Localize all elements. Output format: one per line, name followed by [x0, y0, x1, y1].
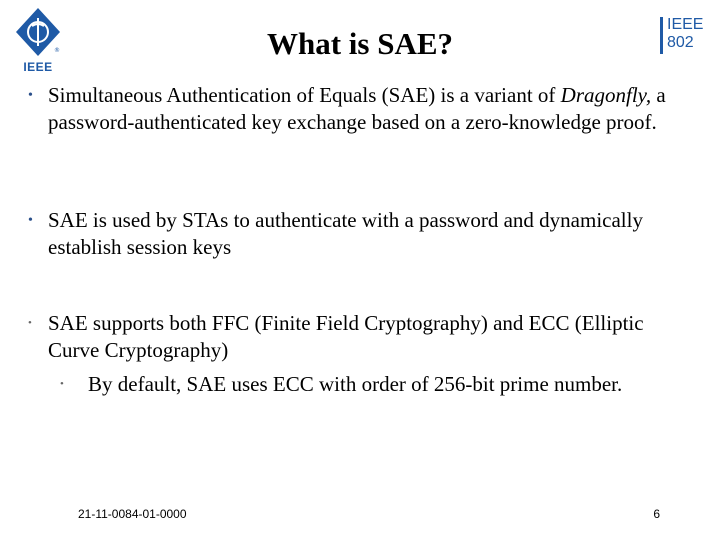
bullet-text-pre: Simultaneous Authentication of Equals (SAE) is a variant of	[48, 83, 561, 107]
ieee-wordmark: IEEE	[23, 60, 53, 74]
footer-doc-number: 21-11-0084-01-0000	[78, 507, 187, 521]
bullet-text-italic: Dragonfly,	[560, 83, 652, 107]
bullet-dot-icon: •	[28, 213, 33, 228]
svg-text:®: ®	[54, 47, 60, 54]
sub-bullet-item	[60, 371, 660, 398]
bullet-text: SAE is used by STAs to authenticate with a password and dynamically establish session keys	[48, 208, 643, 259]
bullet-item	[28, 207, 668, 261]
sub-bullet-text: By default, SAE uses ECC with order of 256-bit prime number.	[88, 372, 623, 396]
bullet-item	[28, 82, 668, 136]
bullet-item	[28, 310, 668, 364]
footer-page-number: 6	[653, 507, 660, 521]
bullet-dot-icon: •	[28, 317, 32, 329]
logo-802-line2: 802	[667, 34, 694, 51]
bullet-text	[48, 82, 668, 136]
bullet-text: SAE supports both FFC (Finite Field Cryptography) and ECC (Elliptic Curve Cryptography)	[48, 311, 644, 362]
logo-802-line1: IEEE	[667, 16, 704, 33]
bullet-dot-icon: •	[28, 88, 33, 103]
sub-bullet-dot-icon: •	[60, 378, 64, 390]
bullet-text-post: a password-authenticated key exchange based on a zero-knowledge proof.	[48, 83, 666, 134]
slide-title: What is SAE?	[266, 26, 454, 61]
